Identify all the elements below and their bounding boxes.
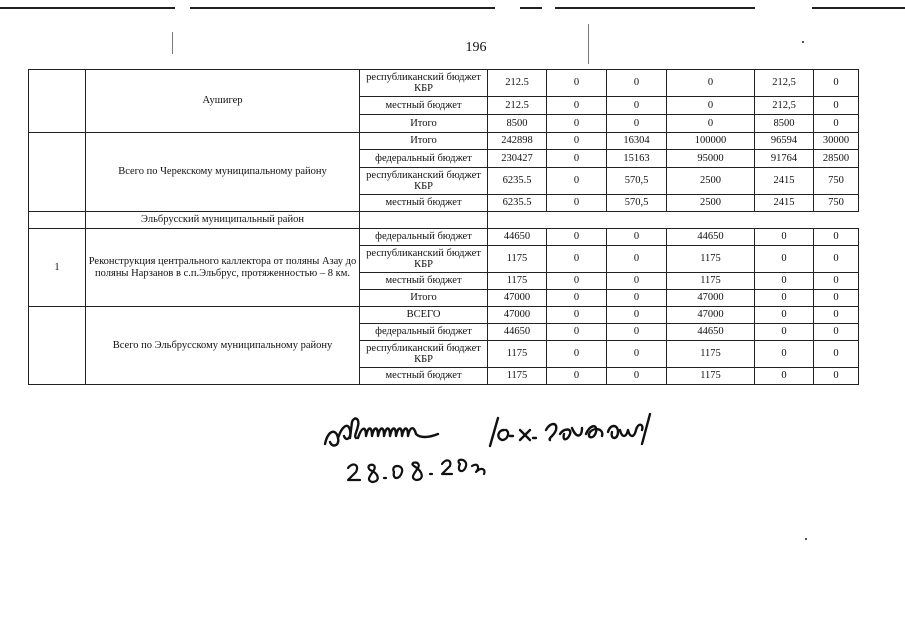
- value-cell: 570,5: [607, 168, 667, 195]
- value-cell: 0: [755, 229, 814, 246]
- value-cell: 44650: [488, 229, 547, 246]
- value-cell: 0: [814, 324, 859, 341]
- table-row: [29, 229, 859, 246]
- value-cell: 47000: [667, 290, 755, 307]
- value-cell: 570,5: [607, 195, 667, 212]
- value-cell: 0: [547, 150, 607, 168]
- value-cell: 750: [814, 195, 859, 212]
- value-cell: 91764: [755, 150, 814, 168]
- value-cell: 1175: [667, 273, 755, 290]
- funding-source: республиканский бюджет КБР: [360, 168, 488, 195]
- value-cell: 44650: [667, 324, 755, 341]
- value-cell: 212.5: [488, 97, 547, 115]
- value-cell: 0: [814, 229, 859, 246]
- table-row: [29, 307, 859, 324]
- value-cell: 0: [667, 97, 755, 115]
- funding-source: местный бюджет: [360, 273, 488, 290]
- value-cell: 0: [547, 229, 607, 246]
- value-cell: 0: [755, 290, 814, 307]
- value-cell: 0: [547, 324, 607, 341]
- funding-source: местный бюджет: [360, 195, 488, 212]
- funding-source: местный бюджет: [360, 368, 488, 385]
- value-cell: 0: [814, 115, 859, 133]
- value-cell: 212,5: [755, 97, 814, 115]
- value-cell: 0: [814, 97, 859, 115]
- value-cell: 0: [547, 341, 607, 368]
- value-cell: 0: [755, 307, 814, 324]
- budget-table: [28, 69, 859, 385]
- value-cell: 44650: [667, 229, 755, 246]
- value-cell: 0: [755, 368, 814, 385]
- funding-source: Итого: [360, 115, 488, 133]
- object-name: Реконструкция центрального каллектора от поляны Азау до поляны Нарзанов в с.п.Эльбрус, протяженностью – 8 км.: [86, 229, 360, 307]
- table-row: [29, 70, 859, 97]
- value-cell: 0: [547, 168, 607, 195]
- funding-source: республиканский бюджет КБР: [360, 341, 488, 368]
- value-cell: 100000: [667, 133, 755, 150]
- value-cell: 0: [607, 246, 667, 273]
- value-cell: 1175: [488, 368, 547, 385]
- value-cell: 0: [755, 246, 814, 273]
- value-cell: 1175: [488, 341, 547, 368]
- value-cell: 6235.5: [488, 168, 547, 195]
- district-total-name: Всего по Эльбрусскому муниципальному району: [86, 307, 360, 385]
- funding-source: местный бюджет: [360, 97, 488, 115]
- value-cell: 0: [607, 97, 667, 115]
- value-cell: 0: [547, 246, 607, 273]
- funding-source: Итого: [360, 290, 488, 307]
- value-cell: 47000: [488, 290, 547, 307]
- value-cell: 0: [607, 115, 667, 133]
- value-cell: 230427: [488, 150, 547, 168]
- value-cell: 0: [547, 70, 607, 97]
- row-number: 1: [29, 229, 86, 307]
- value-cell: 47000: [488, 307, 547, 324]
- funding-source: республиканский бюджет КБР: [360, 246, 488, 273]
- funding-source: ВСЕГО: [360, 307, 488, 324]
- district-total-name: Всего по Черекскому муниципальному району: [86, 133, 360, 212]
- funding-source: федеральный бюджет: [360, 324, 488, 341]
- value-cell: 0: [547, 115, 607, 133]
- value-cell: 15163: [607, 150, 667, 168]
- value-cell: 0: [607, 307, 667, 324]
- value-cell: 0: [607, 290, 667, 307]
- scan-dot: [802, 41, 804, 43]
- value-cell: 95000: [667, 150, 755, 168]
- row-number: [29, 70, 86, 133]
- value-cell: 47000: [667, 307, 755, 324]
- scan-line: [520, 7, 542, 9]
- value-cell: 0: [755, 341, 814, 368]
- value-cell: 1175: [488, 273, 547, 290]
- scan-line: [812, 7, 905, 9]
- value-cell: 0: [547, 195, 607, 212]
- scan-mark: [588, 24, 589, 64]
- funding-source: республиканский бюджет КБР: [360, 70, 488, 97]
- value-cell: 0: [755, 273, 814, 290]
- value-cell: 0: [667, 70, 755, 97]
- value-cell: 0: [607, 70, 667, 97]
- value-cell: 0: [755, 324, 814, 341]
- value-cell: 0: [814, 341, 859, 368]
- value-cell: 44650: [488, 324, 547, 341]
- value-cell: 0: [547, 290, 607, 307]
- page-number: 196: [465, 40, 487, 55]
- object-name: Аушигер: [86, 70, 360, 133]
- value-cell: 2500: [667, 195, 755, 212]
- section-row: [29, 212, 859, 229]
- value-cell: 0: [814, 246, 859, 273]
- value-cell: 0: [547, 307, 607, 324]
- value-cell: 0: [607, 324, 667, 341]
- value-cell: 0: [814, 273, 859, 290]
- funding-source: федеральный бюджет: [360, 150, 488, 168]
- value-cell: 1175: [667, 341, 755, 368]
- scan-line: [555, 7, 755, 9]
- handwritten-signature: [320, 408, 700, 498]
- value-cell: 2415: [755, 168, 814, 195]
- value-cell: 16304: [607, 133, 667, 150]
- value-cell: 30000: [814, 133, 859, 150]
- funding-source: Итого: [360, 133, 488, 150]
- value-cell: 0: [667, 115, 755, 133]
- scan-mark: [172, 32, 173, 54]
- value-cell: 212,5: [755, 70, 814, 97]
- value-cell: 0: [547, 133, 607, 150]
- table-row: [29, 133, 859, 150]
- scan-line: [0, 7, 175, 9]
- value-cell: 0: [607, 368, 667, 385]
- value-cell: 1175: [667, 368, 755, 385]
- value-cell: 6235.5: [488, 195, 547, 212]
- value-cell: 0: [547, 368, 607, 385]
- value-cell: 0: [547, 97, 607, 115]
- scan-line: [190, 7, 495, 9]
- value-cell: 2500: [667, 168, 755, 195]
- empty-cell: [360, 212, 488, 229]
- value-cell: 0: [814, 70, 859, 97]
- value-cell: 0: [814, 290, 859, 307]
- value-cell: 96594: [755, 133, 814, 150]
- value-cell: 1175: [488, 246, 547, 273]
- value-cell: 2415: [755, 195, 814, 212]
- value-cell: 750: [814, 168, 859, 195]
- value-cell: 0: [607, 341, 667, 368]
- value-cell: 8500: [755, 115, 814, 133]
- row-number: [29, 133, 86, 212]
- funding-source: федеральный бюджет: [360, 229, 488, 246]
- value-cell: 0: [814, 368, 859, 385]
- value-cell: 242898: [488, 133, 547, 150]
- value-cell: 0: [607, 273, 667, 290]
- value-cell: 8500: [488, 115, 547, 133]
- value-cell: 1175: [667, 246, 755, 273]
- row-number: [29, 212, 86, 229]
- section-title: Эльбрусский муниципальный район: [86, 212, 360, 229]
- scan-dot: [805, 538, 807, 540]
- value-cell: 212.5: [488, 70, 547, 97]
- value-cell: 0: [607, 229, 667, 246]
- value-cell: 0: [814, 307, 859, 324]
- row-number: [29, 307, 86, 385]
- value-cell: 0: [547, 273, 607, 290]
- empty-cell: [488, 212, 859, 229]
- value-cell: 28500: [814, 150, 859, 168]
